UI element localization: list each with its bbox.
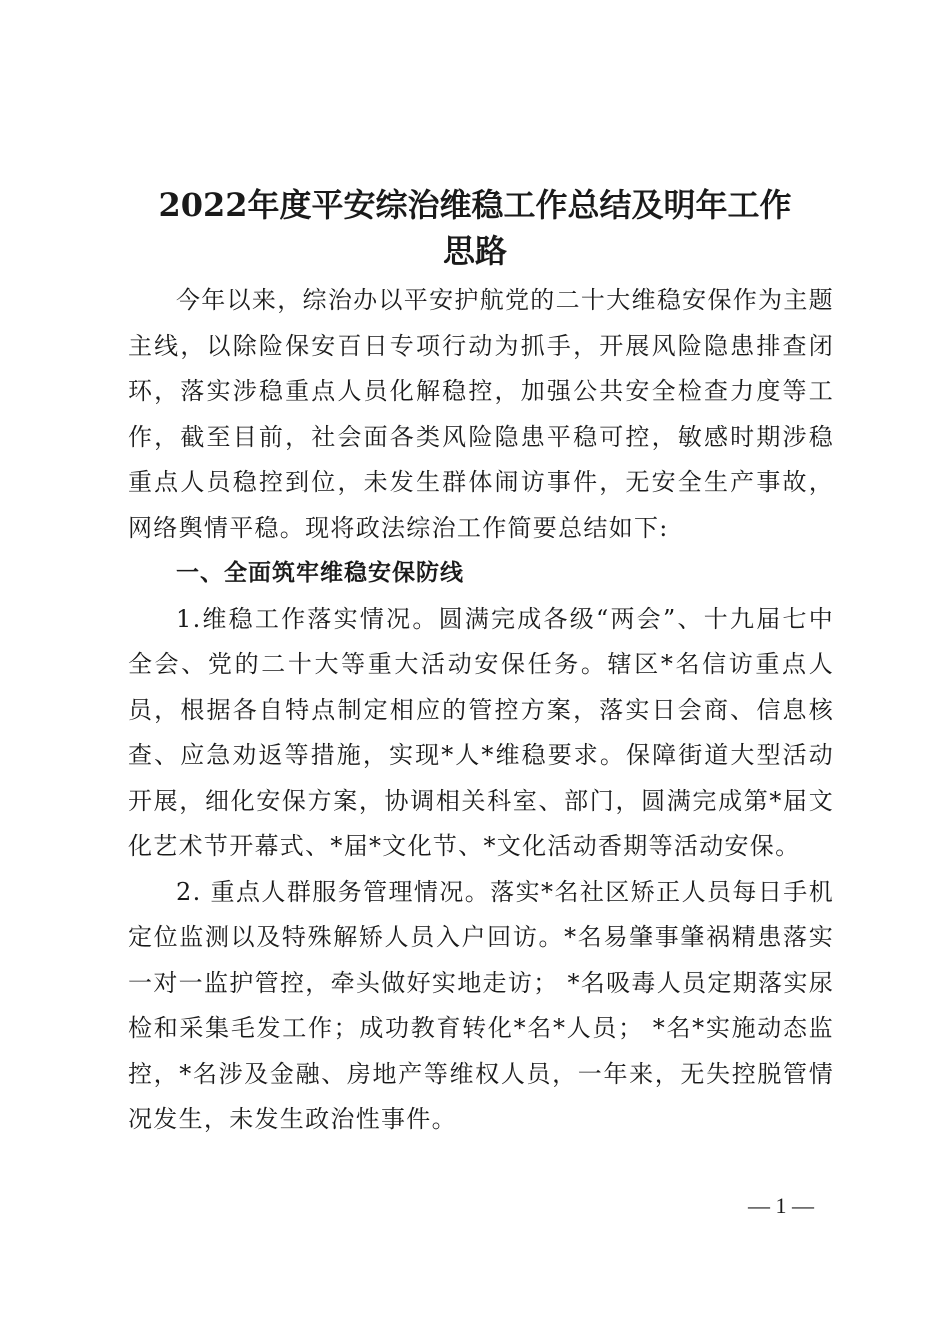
item-paragraph-2: 2. 重点人群服务管理情况。落实*名社区矫正人员每日手机定位监测以及特殊解矫人员入户回访。*名易肇事肇祸精患落实一对一监护管控，牵头做好实地走访； *名吸毒人员定期落实尿检和采集毛发工作；成功教育转化*名*人员； *名*实施动态监控，*名涉及金融、房地产等维权人员，一年来，无失控脱管情况发生，未发生政治性事件。: [128, 877, 834, 1133]
page-number: — 1 —: [748, 1193, 814, 1218]
section-heading-1: 一、全面筑牢维稳安保防线: [176, 560, 464, 586]
title-line-1: 2022年度平安综治维稳工作总结及明年工作: [158, 186, 792, 224]
document-body: [128, 278, 834, 1143]
title-line-2: 思路: [442, 232, 507, 270]
item-paragraph-1: 1.维稳工作落实情况。圆满完成各级“两会”、十九届七中全会、党的二十大等重大活动安保任务。辖区*名信访重点人员，根据各自特点制定相应的管控方案，落实日会商、信息核查、应急劝返等措施，实现*人*维稳要求。保障街道大型活动开展，细化安保方案，协调相关科室、部门，圆满完成第*届文化艺术节开幕式、*届*文化节、*文化活动香期等活动安保。: [128, 604, 834, 860]
intro-paragraph: 今年以来，综治办以平安护航党的二十大维稳安保作为主题主线，以除险保安百日专项行动为抓手，开展风险隐患排查闭环，落实涉稳重点人员化解稳控，加强公共安全检查力度等工作，截至目前，社会面各类风险隐患平稳可控，敏感时期涉稳重点人员稳控到位，未发生群体闹访事件，无安全生产事故，网络舆情平稳。现将政法综治工作简要总结如下:: [128, 286, 834, 542]
document-title: [120, 182, 830, 274]
